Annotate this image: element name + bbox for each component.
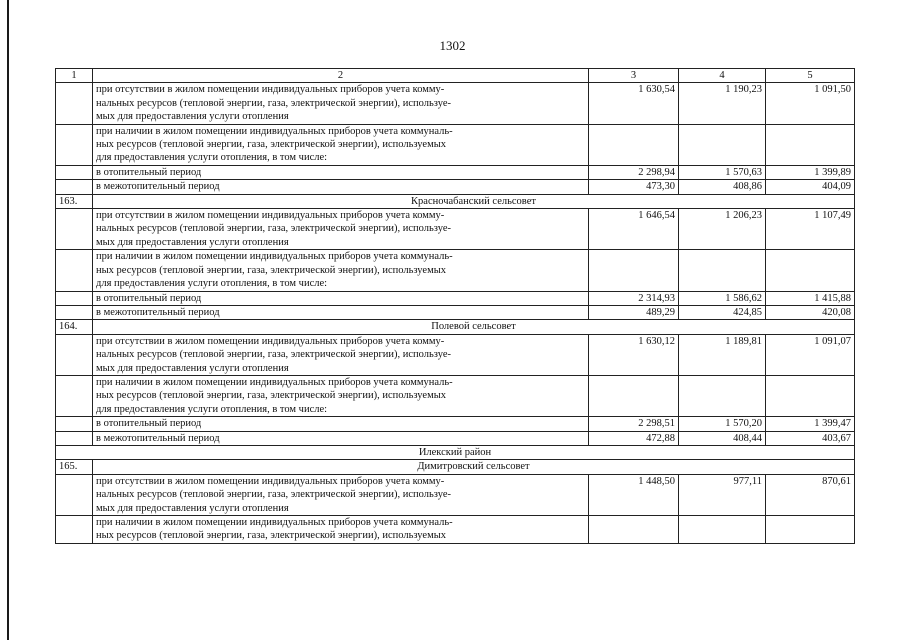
section-title-cell: Полевой сельсовет [93, 320, 855, 334]
value-cell-col-4: 424,85 [679, 305, 766, 319]
value-cell-col-5: 1 399,47 [766, 417, 855, 431]
description-cell [93, 431, 589, 445]
row-number-cell [56, 209, 93, 250]
description-text: в отопительный период [96, 418, 202, 430]
header-col-3: 3 [589, 69, 679, 83]
table-row [56, 417, 855, 431]
value-cell-col-3: 489,29 [589, 305, 679, 319]
description-cell [93, 375, 589, 416]
description-cell [93, 124, 589, 165]
description-text: в межотопительный период [96, 432, 220, 444]
row-number-cell [56, 305, 93, 319]
row-number-cell [56, 83, 93, 124]
row-number-cell [56, 516, 93, 544]
description-text: в отопительный период [96, 292, 202, 304]
description-cell [93, 516, 589, 544]
header-col-5: 5 [766, 69, 855, 83]
value-cell-col-4: 977,11 [679, 474, 766, 515]
value-cell-col-5 [766, 375, 855, 416]
description-cell [93, 165, 589, 179]
value-cell-col-5: 1 091,50 [766, 83, 855, 124]
description-text: в межотопительный период [96, 306, 220, 318]
page-number: 1302 [439, 38, 466, 53]
table-row [56, 474, 855, 515]
value-cell-col-3 [589, 250, 679, 291]
row-number-cell [56, 291, 93, 305]
value-cell-col-3 [589, 516, 679, 544]
table-row [56, 83, 855, 124]
description-text: при отсутствии в жилом помещении индивидуальных приборов учета комму- нальных ресурсов (тепловой энергии, газа, электрической энергии), используе- мых для предоставления услуги отопления [96, 475, 451, 514]
description-text: в отопительный период [96, 166, 202, 178]
value-cell-col-4: 1 190,23 [679, 83, 766, 124]
value-cell-col-4 [679, 516, 766, 544]
section-row [56, 194, 855, 208]
value-cell-col-5: 1 415,88 [766, 291, 855, 305]
row-number-cell [56, 165, 93, 179]
row-number-cell [56, 124, 93, 165]
value-cell-col-5 [766, 516, 855, 544]
table-row [56, 305, 855, 319]
value-cell-col-3: 1 630,54 [589, 83, 679, 124]
row-number-cell [56, 417, 93, 431]
value-cell-col-3: 2 314,93 [589, 291, 679, 305]
table-row [56, 516, 855, 544]
value-cell-col-3: 1 630,12 [589, 334, 679, 375]
value-cell-col-5: 1 091,07 [766, 334, 855, 375]
value-cell-col-4: 1 189,81 [679, 334, 766, 375]
description-cell [93, 474, 589, 515]
value-cell-col-5: 870,61 [766, 474, 855, 515]
value-cell-col-4: 1 206,23 [679, 209, 766, 250]
value-cell-col-3: 2 298,94 [589, 165, 679, 179]
table-row [56, 431, 855, 445]
section-number-cell: 164. [56, 320, 93, 334]
row-number-cell [56, 375, 93, 416]
description-text: в межотопительный период [96, 181, 220, 193]
value-cell-col-5 [766, 250, 855, 291]
row-number-cell [56, 334, 93, 375]
description-cell [93, 209, 589, 250]
section-number-cell: 163. [56, 194, 93, 208]
page-binding-line [7, 0, 9, 640]
section-row [56, 320, 855, 334]
header-col-4: 4 [679, 69, 766, 83]
description-text: при отсутствии в жилом помещении индивидуальных приборов учета комму- нальных ресурсов (тепловой энергии, газа, электрической энергии), используе- мых для предоставления услуги отопления [96, 210, 451, 248]
row-number-cell [56, 474, 93, 515]
description-cell [93, 250, 589, 291]
tariff-table [55, 68, 855, 544]
value-cell-col-3 [589, 124, 679, 165]
value-cell-col-5 [766, 124, 855, 165]
header-col-2: 2 [93, 69, 589, 83]
description-cell [93, 334, 589, 375]
header-col-1: 1 [56, 69, 93, 83]
value-cell-col-3: 473,30 [589, 180, 679, 194]
description-text: при наличии в жилом помещении индивидуальных приборов учета коммуналь- ных ресурсов (тепловой энергии, газа, электрической энергии), используемых для предоставления услуги отопления, в том числе: [96, 125, 453, 164]
region-title-cell: Илекский район [56, 445, 855, 459]
header-row [56, 69, 855, 83]
section-title-cell: Димитровский сельсовет [93, 460, 855, 474]
table-row [56, 334, 855, 375]
table-body [56, 83, 855, 543]
description-cell [93, 417, 589, 431]
description-text: при наличии в жилом помещении индивидуальных приборов учета коммуналь- ных ресурсов (тепловой энергии, газа, электрической энергии), используемых для предоставления услуги отопления, в том числе: [96, 376, 453, 415]
section-number-cell: 165. [56, 460, 93, 474]
value-cell-col-4 [679, 375, 766, 416]
value-cell-col-3: 1 646,54 [589, 209, 679, 250]
value-cell-col-4: 1 570,63 [679, 165, 766, 179]
table-row [56, 291, 855, 305]
table-row [56, 209, 855, 250]
value-cell-col-3: 472,88 [589, 431, 679, 445]
value-cell-col-5: 1 107,49 [766, 209, 855, 250]
value-cell-col-4 [679, 250, 766, 291]
row-number-cell [56, 180, 93, 194]
value-cell-col-3: 2 298,51 [589, 417, 679, 431]
description-text: при отсутствии в жилом помещении индивидуальных приборов учета комму- нальных ресурсов (тепловой энергии, газа, электрической энергии), используе- мых для предоставления услуги отопления [96, 335, 451, 374]
value-cell-col-4 [679, 124, 766, 165]
value-cell-col-3 [589, 375, 679, 416]
table-row [56, 250, 855, 291]
value-cell-col-4: 408,44 [679, 431, 766, 445]
description-cell [93, 305, 589, 319]
description-text: при наличии в жилом помещении индивидуальных приборов учета коммуналь- ных ресурсов (тепловой энергии, газа, электрической энергии), используемых [96, 517, 453, 542]
table-row [56, 165, 855, 179]
section-row [56, 460, 855, 474]
description-cell [93, 291, 589, 305]
row-number-cell [56, 250, 93, 291]
value-cell-col-4: 1 570,20 [679, 417, 766, 431]
value-cell-col-5: 1 399,89 [766, 165, 855, 179]
table-row [56, 375, 855, 416]
value-cell-col-5: 403,67 [766, 431, 855, 445]
section-title-cell: Красночабанский сельсовет [93, 194, 855, 208]
table-row [56, 180, 855, 194]
description-text: при наличии в жилом помещении индивидуальных приборов учета коммуналь- ных ресурсов (тепловой энергии, газа, электрической энергии), используемых для предоставления услуги отопления, в том числе: [96, 251, 453, 290]
description-cell [93, 180, 589, 194]
table-row [56, 124, 855, 165]
region-row [56, 445, 855, 459]
description-text: при отсутствии в жилом помещении индивидуальных приборов учета комму- нальных ресурсов (тепловой энергии, газа, электрической энергии), используе- мых для предоставления услуги отопления [96, 84, 451, 123]
value-cell-col-4: 1 586,62 [679, 291, 766, 305]
value-cell-col-5: 420,08 [766, 305, 855, 319]
value-cell-col-3: 1 448,50 [589, 474, 679, 515]
description-cell [93, 83, 589, 124]
row-number-cell [56, 431, 93, 445]
value-cell-col-4: 408,86 [679, 180, 766, 194]
value-cell-col-5: 404,09 [766, 180, 855, 194]
